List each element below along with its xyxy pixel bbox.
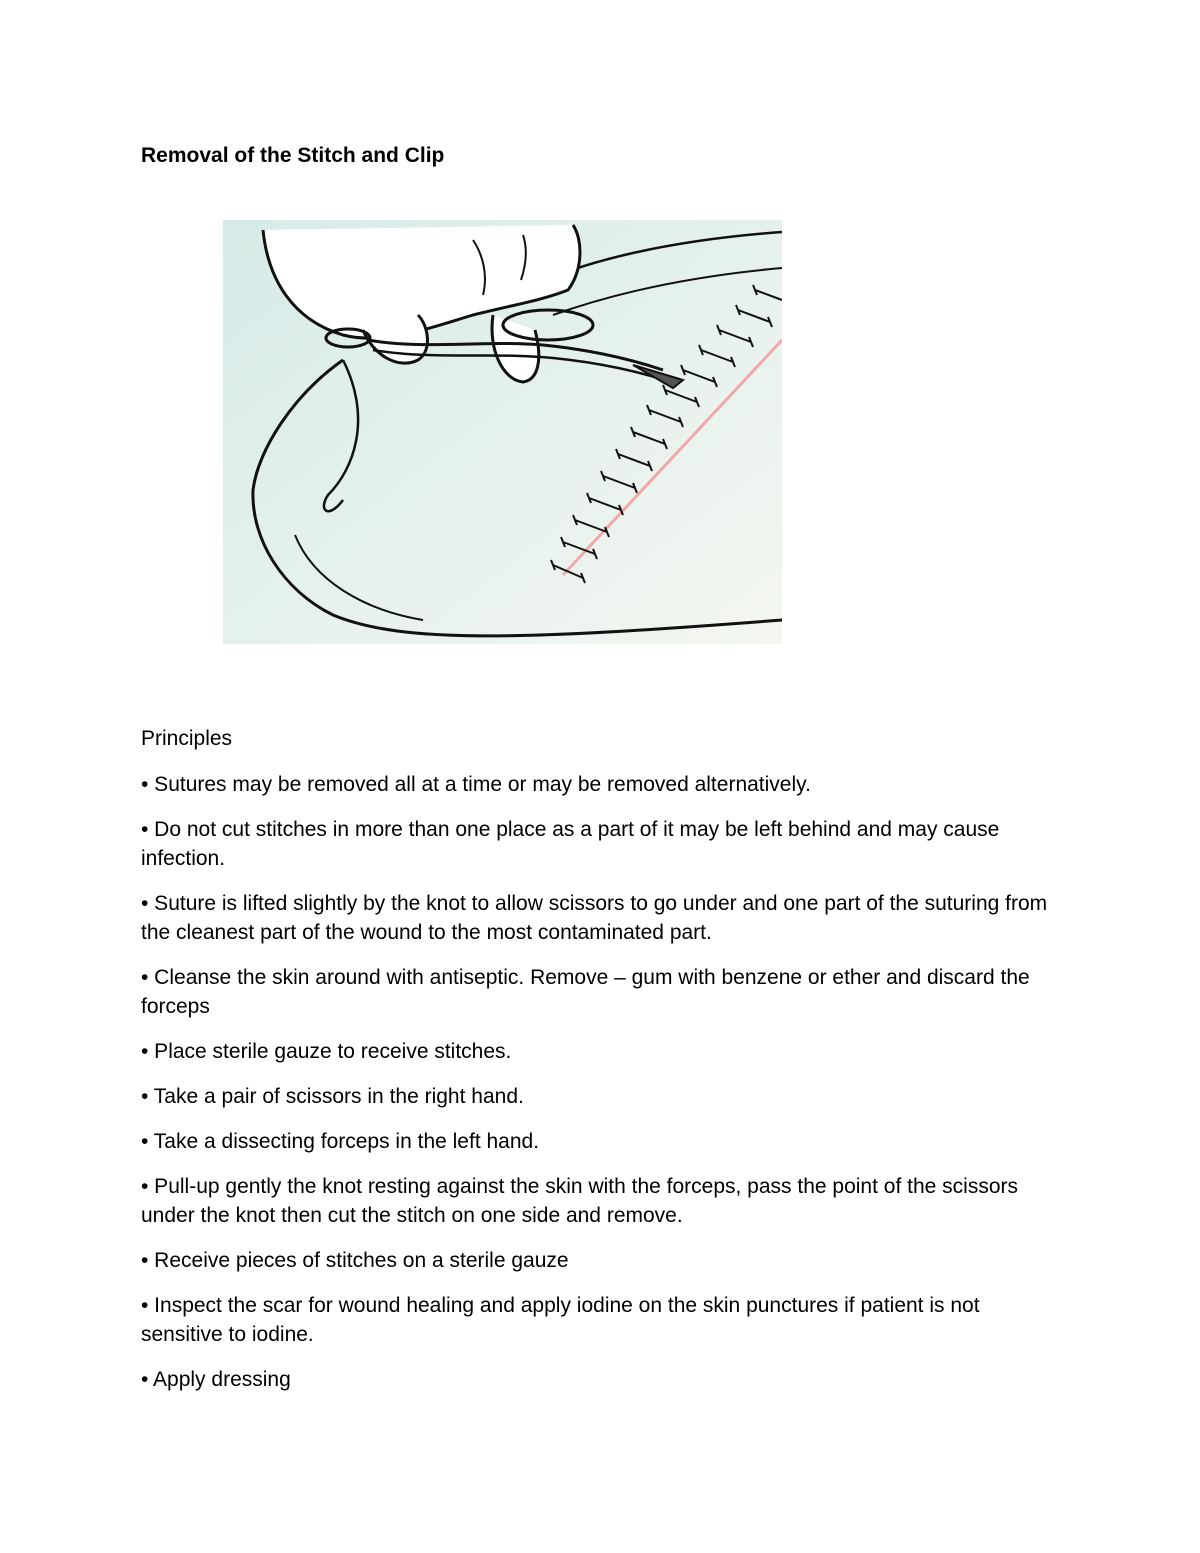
list-item: • Apply dressing (141, 1368, 291, 1391)
list-item: • Suture is lifted slightly by the knot to allow scissors to go under and one part of the suturing from the cleanest part of the wound to the most contaminated part. (141, 892, 1048, 944)
list-item: • Sutures may be removed all at a time or may be removed alternatively. (141, 773, 811, 796)
list-item: • Inspect the scar for wound healing and apply iodine on the skin punctures if patient is not sensitive to iodine. (141, 1294, 980, 1346)
list-item: • Place sterile gauze to receive stitches. (141, 1040, 512, 1063)
principles-heading: Principles (141, 727, 233, 750)
list-item: • Take a pair of scissors in the right hand. (141, 1085, 524, 1108)
document-title: Removal of the Stitch and Clip (141, 144, 445, 167)
stitch-removal-drawing (223, 220, 782, 644)
list-item: • Do not cut stitches in more than one place as a part of it may be left behind and may cause infection. (141, 818, 1000, 870)
stitch-removal-illustration (223, 220, 782, 644)
list-item: • Pull-up gently the knot resting against the skin with the forceps, pass the point of the scissors under the knot then cut the stitch on one side and remove. (141, 1175, 1018, 1227)
list-item: • Take a dissecting forceps in the left hand. (141, 1130, 540, 1153)
principles-list (141, 770, 1061, 1410)
list-item: • Cleanse the skin around with antiseptic. Remove – gum with benzene or ether and discard the forceps (141, 966, 1030, 1018)
list-item: • Receive pieces of stitches on a sterile gauze (141, 1249, 569, 1272)
